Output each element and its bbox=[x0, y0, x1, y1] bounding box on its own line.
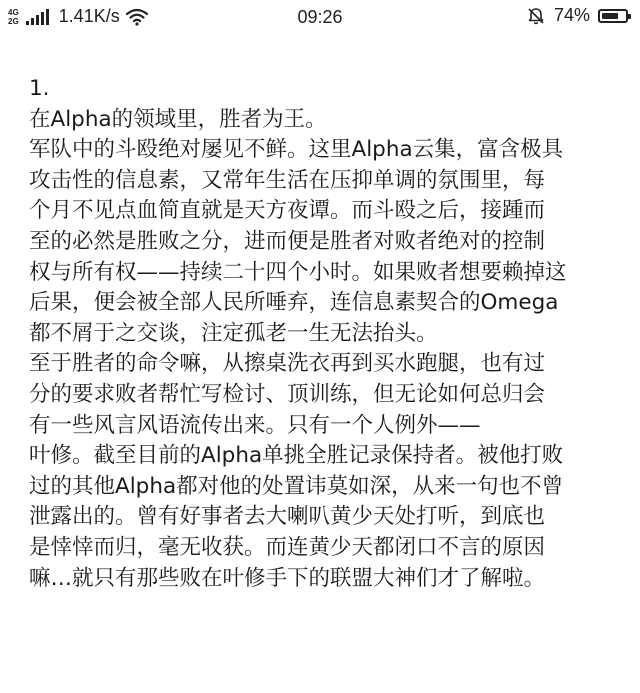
article-line: 至于胜者的命令嘛，从擦桌洗衣再到买水跑腿，也有过 bbox=[29, 351, 546, 377]
article-line: 分的要求败者帮忙写检讨、顶训练，但无论如何总归会 bbox=[29, 381, 546, 407]
status-bar-right bbox=[526, 5, 628, 26]
article-line: 至的必然是胜败之分，进而便是胜者对败者绝对的控制 bbox=[29, 228, 546, 254]
article-line: 军队中的斗殴绝对屡见不鲜。这里Alpha云集，富含极具 bbox=[29, 137, 564, 163]
article-line: 个月不见点血简直就是天方夜谭。而斗殴之后，接踵而 bbox=[29, 198, 546, 224]
battery-percent: 74% bbox=[553, 5, 590, 25]
article-line: 嘛…就只有那些败在叶修手下的联盟大神们才了解啦。 bbox=[29, 565, 546, 591]
network-type-top: 4G bbox=[8, 7, 19, 17]
network-speed: 1.41K/s bbox=[58, 6, 120, 26]
article-line: 叶修。截至目前的Alpha单挑全胜记录保持者。被他打败 bbox=[29, 443, 564, 469]
article-line: 攻击性的信息素，又常年生活在压抑单调的氛围里，每 bbox=[29, 167, 546, 193]
article-line: 有一些风言风语流传出来。只有一个人例外—— bbox=[29, 412, 481, 438]
article-line: 1. bbox=[29, 76, 50, 101]
network-type-bottom: 2G bbox=[8, 16, 19, 26]
article-line: 都不屑于之交谈，注定孤老一生无法抬头。 bbox=[29, 320, 438, 346]
status-bar bbox=[0, 0, 640, 36]
article-line: 是悻悻而归，毫无收获。而连黄少天都闭口不言的原因 bbox=[29, 534, 546, 560]
article-line: 权与所有权——持续二十四个小时。如果败者想要赖掉这 bbox=[29, 259, 567, 285]
article-line: 在Alpha的领域里，胜者为王。 bbox=[29, 106, 327, 132]
article-line: 泄露出的。曾有好事者去大喇叭黄少天处打听，到底也 bbox=[29, 504, 546, 530]
mute-bell-icon bbox=[526, 6, 546, 26]
article-body bbox=[29, 74, 625, 594]
status-time: 09:26 bbox=[297, 7, 343, 27]
battery-icon bbox=[598, 9, 628, 23]
article-line: 过的其他Alpha都对他的处置讳莫如深，从来一句也不曾 bbox=[29, 473, 564, 499]
article-line: 后果，便会被全部人民所唾弃，连信息素契合的Omega bbox=[29, 290, 559, 316]
